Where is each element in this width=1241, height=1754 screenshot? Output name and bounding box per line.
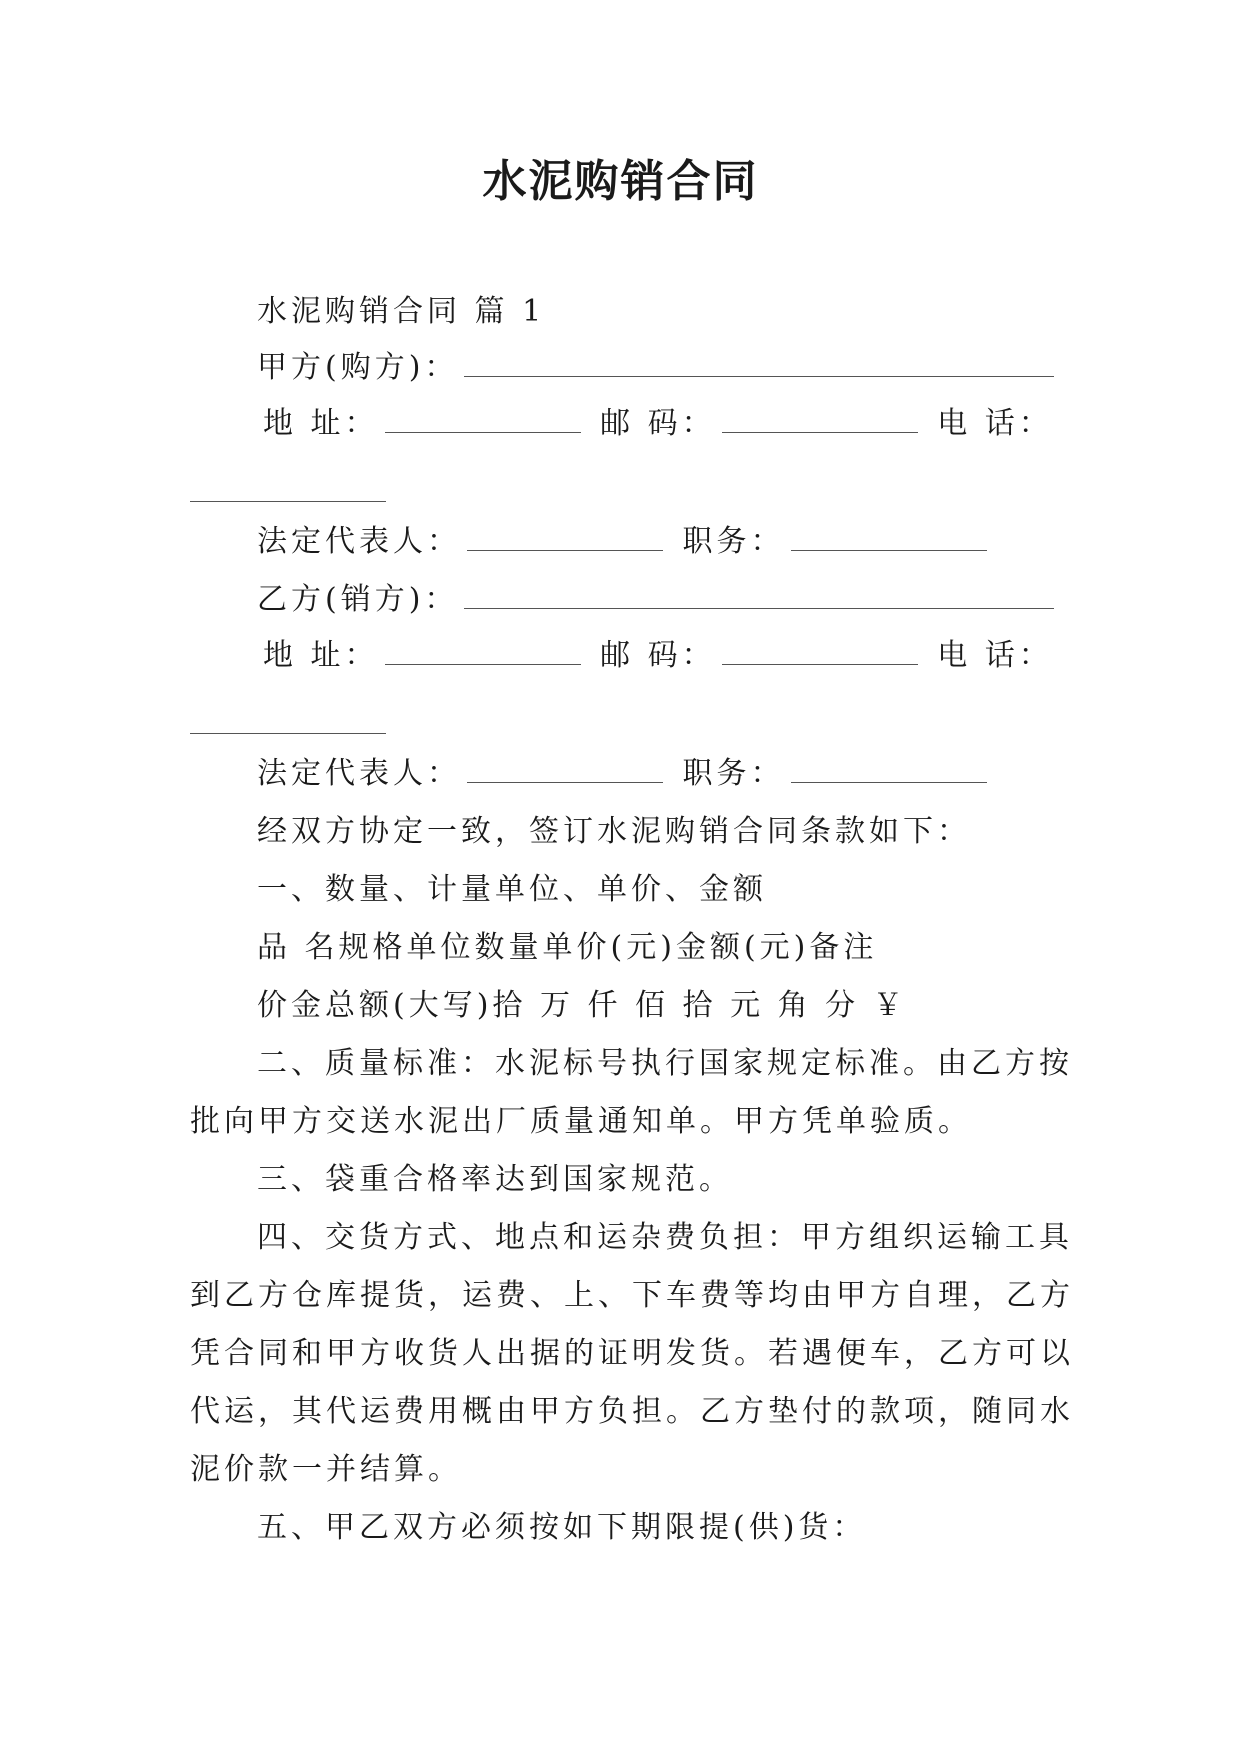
- clause-3: 三、袋重合格率达到国家规范。: [257, 1162, 733, 1197]
- party-b-name-field[interactable]: [464, 578, 1054, 609]
- clause-1-heading: 一、数量、计量单位、单价、金额: [257, 872, 767, 907]
- party-a-position-field[interactable]: [791, 520, 987, 551]
- party-a-address-field[interactable]: [385, 402, 581, 433]
- party-a-line: [257, 346, 1060, 390]
- table-header-line: 品 名规格单位数量单价(元)金额(元)备注: [257, 930, 878, 965]
- intro-paragraph: 经双方协定一致，签订水泥购销合同条款如下：: [257, 814, 971, 849]
- party-b-postcode-field[interactable]: [722, 634, 918, 665]
- party-a-phone-field[interactable]: [190, 500, 386, 502]
- party-b-position-label: 职务：: [682, 756, 785, 791]
- party-b-label: 乙方(销方)：: [257, 582, 459, 617]
- party-a-position-label: 职务：: [682, 524, 785, 559]
- party-a-postcode-field[interactable]: [722, 402, 918, 433]
- party-a-contact-line: [263, 402, 1053, 446]
- party-b-rep-line: [257, 752, 993, 796]
- clause-4-line-2: 到乙方仓库提货，运费、上、下车费等均由甲方自理，乙方: [190, 1278, 1074, 1313]
- party-a-phone-label: 电 话：: [937, 406, 1053, 441]
- party-a-address-label: 地 址：: [263, 406, 379, 441]
- party-a-name-field[interactable]: [464, 346, 1054, 377]
- party-b-position-field[interactable]: [791, 752, 987, 783]
- clause-4-line-1: 四、交货方式、地点和运杂费负担：甲方组织运输工具: [257, 1220, 1073, 1255]
- clause-2-line-1: 二、质量标准：水泥标号执行国家规定标准。由乙方按: [257, 1046, 1073, 1081]
- clause-5: 五、甲乙双方必须按如下期限提(供)货：: [257, 1510, 867, 1545]
- party-b-rep-label: 法定代表人：: [257, 756, 461, 791]
- party-b-phone-label: 电 话：: [937, 638, 1053, 673]
- party-b-contact-line: [263, 634, 1053, 678]
- clause-4-line-5: 泥价款一并结算。: [190, 1452, 462, 1487]
- party-b-address-field[interactable]: [385, 634, 581, 665]
- clause-4-line-4: 代运，其代运费用概由甲方负担。乙方垫付的款项，随同水: [190, 1394, 1074, 1429]
- total-amount-line: 价金总额(大写)拾 万 仟 佰 拾 元 角 分 ￥: [257, 988, 907, 1023]
- party-b-rep-field[interactable]: [467, 752, 663, 783]
- party-b-address-label: 地 址：: [263, 638, 379, 673]
- party-a-rep-label: 法定代表人：: [257, 524, 461, 559]
- party-b-postcode-label: 邮 码：: [600, 638, 716, 673]
- section-heading: 水泥购销合同 篇 1: [257, 294, 546, 329]
- party-a-postcode-label: 邮 码：: [600, 406, 716, 441]
- party-a-rep-field[interactable]: [467, 520, 663, 551]
- clause-4-line-3: 凭合同和甲方收货人出据的证明发货。若遇便车，乙方可以: [190, 1336, 1074, 1371]
- party-b-line: [257, 578, 1060, 622]
- document-title: 水泥购销合同: [482, 156, 759, 207]
- party-a-rep-line: [257, 520, 993, 564]
- party-b-phone-field[interactable]: [190, 732, 386, 734]
- clause-2-line-2: 批向甲方交送水泥出厂质量通知单。甲方凭单验质。: [190, 1104, 972, 1139]
- party-a-label: 甲方(购方)：: [257, 350, 459, 385]
